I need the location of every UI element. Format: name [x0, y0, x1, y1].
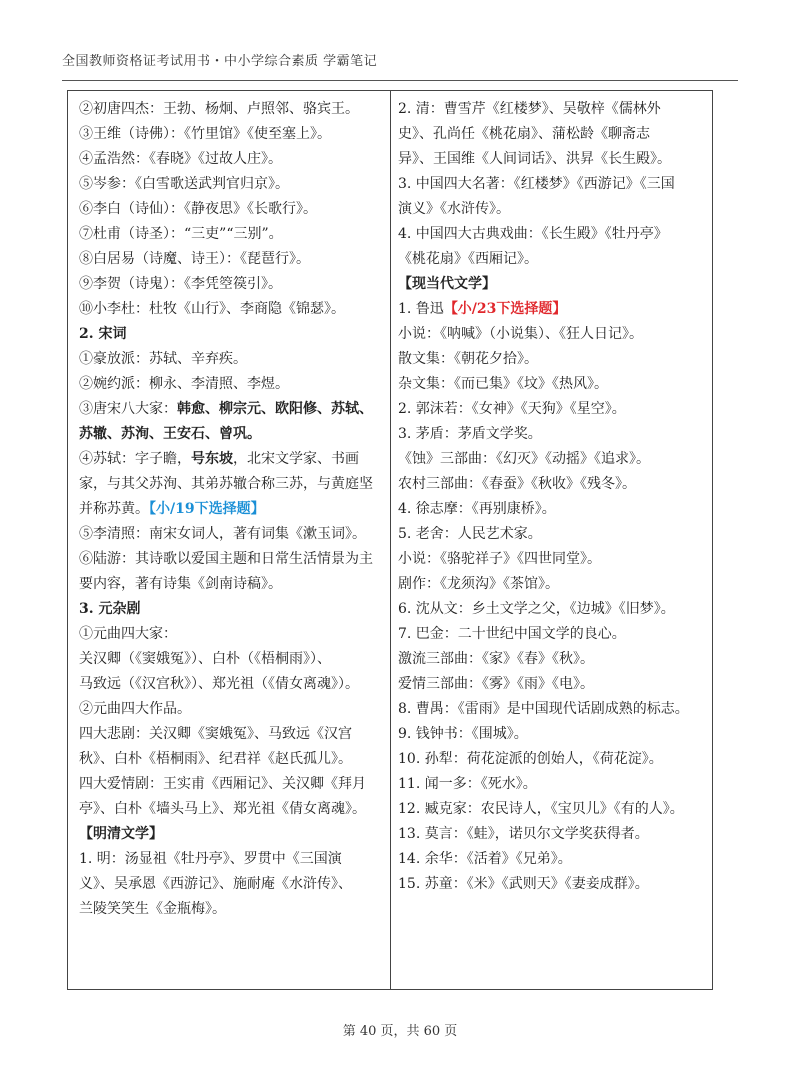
text-line: ⑥陆游：其诗歌以爱国主题和日常生活情景为主: [79, 551, 373, 567]
header-rule: [62, 80, 738, 81]
text-line: 家，与其父苏洵、其弟苏辙合称三苏，与黄庭坚: [79, 476, 373, 492]
text-line: 9. 钱钟书：《围城》。: [398, 726, 528, 742]
text-line: [79, 447, 379, 472]
text-line: 10. 孙犁：荷花淀派的创始人，《荷花淀》。: [398, 751, 663, 767]
text-line: 3. 茅盾：茅盾文学奖。: [398, 426, 542, 442]
text-line: 农村三部曲：《春蚕》《秋收》《残冬》。: [398, 476, 636, 492]
text-line: ①元曲四大家：: [79, 626, 177, 642]
text-line: 剧作：《龙须沟》《茶馆》。: [398, 576, 559, 592]
section-heading: 3. 元杂剧: [79, 601, 141, 617]
text-line: 异》、王国维《人间词话》、洪昇《长生殿》。: [398, 151, 671, 167]
exam-tag: 【小/23下选择题】: [443, 301, 567, 317]
text-line: ③王维（诗佛）：《竹里馆》《使至塞上》。: [79, 126, 331, 142]
text-line: 2. 清：曹雪芹《红楼梦》、吴敬梓《儒林外: [398, 101, 661, 117]
text-run: 1. 鲁迅: [398, 301, 444, 317]
text-line: 4. 徐志摩：《再别康桥》。: [398, 501, 556, 517]
text-line: 7. 巴金：二十世纪中国文学的良心。: [398, 626, 626, 642]
bold-text: 韩愈、柳宗元、欧阳修、苏轼、: [177, 401, 373, 417]
text-line: 小说：《呐喊》（小说集）、《狂人日记》。: [398, 326, 643, 342]
text-line: 2. 郭沫若：《女神》《天狗》《星空》。: [398, 401, 626, 417]
text-line: 马致远（《汉宫秋》）、郑光祖（《倩女离魂》）。: [79, 676, 359, 692]
text-line: 散文集：《朝花夕拾》。: [398, 351, 538, 367]
text-line: ④孟浩然：《春晓》《过故人庄》。: [79, 151, 282, 167]
text-line: 14. 余华：《活着》《兄弟》。: [398, 851, 572, 867]
text-line: 要内容，著有诗集《剑南诗稿》。: [79, 576, 282, 592]
text-line: 杂文集：《而已集》《坟》《热风》。: [398, 376, 608, 392]
text-line: 8. 曹禺：《雷雨》是中国现代话剧成熟的标志。: [398, 701, 689, 717]
text-line: 史》、孔尚任《桃花扇》、蒲松龄《聊斋志: [398, 126, 650, 142]
text-line: ⑤李清照：南宋女词人，著有词集《漱玉词》。: [79, 526, 366, 542]
text-line: 激流三部曲：《家》《春》《秋》。: [398, 651, 594, 667]
text-line: 小说：《骆驼祥子》《四世同堂》。: [398, 551, 601, 567]
left-column: [79, 97, 379, 922]
text-run: 并称苏黄。: [79, 501, 149, 517]
text-line: 爱情三部曲：《雾》《雨》《电》。: [398, 676, 594, 692]
text-line: 3. 中国四大名著：《红楼梦》《西游记》《三国: [398, 176, 675, 192]
text-line: ②初唐四杰：王勃、杨炯、卢照邻、骆宾王。: [79, 101, 359, 117]
text-line: 四大爱情剧：王实甫《西厢记》、关汉卿《拜月: [79, 776, 366, 792]
column-divider: [390, 90, 391, 990]
text-line: 四大悲剧：关汉卿《窦娥冤》、马致远《汉宫: [79, 726, 352, 742]
page-footer: 第 40 页，共 60 页: [342, 1024, 458, 1039]
text-line: ②元曲四大作品。: [79, 701, 191, 717]
section-heading: 【明清文学】: [79, 826, 163, 842]
section-heading: 2. 宋词: [79, 326, 127, 342]
page-header: 全国教师资格证考试用书・中小学综合素质 学霸笔记: [62, 54, 378, 69]
text-line: 苏辙、苏洵、王安石、曾巩。: [79, 426, 261, 442]
text-line: 兰陵笑笑生《金瓶梅》。: [79, 901, 226, 917]
text-line: 5. 老舍：人民艺术家。: [398, 526, 542, 542]
text-line: 4. 中国四大古典戏曲：《长生殿》《牡丹亭》: [398, 226, 668, 242]
text-line: ⑦杜甫（诗圣）：“三吏”“三别”。: [79, 226, 283, 242]
text-run: ④苏轼：字子瞻，: [79, 451, 191, 467]
text-line: 亭》、白朴《墙头马上》、郑光祖《倩女离魂》。: [79, 801, 366, 817]
text-line: ⑤岑参：《白雪歌送武判官归京》。: [79, 176, 289, 192]
text-line: 《桃花扇》《西厢记》。: [398, 251, 538, 267]
text-line: 1. 明：汤显祖《牡丹亭》、罗贯中《三国演: [79, 851, 342, 867]
text-line: ⑩小李杜：杜牧《山行》、李商隐《锦瑟》。: [79, 301, 345, 317]
text-run: ，北宋文学家、书画: [233, 451, 359, 467]
text-line: ⑧白居易（诗魔、诗王）：《琵琶行》。: [79, 251, 310, 267]
text-line: 秋》、白朴《梧桐雨》、纪君祥《赵氏孤儿》。: [79, 751, 352, 767]
text-line: 关汉卿（《窦娥冤》）、白朴（《梧桐雨》）、: [79, 651, 331, 667]
text-line: [398, 297, 700, 322]
exam-tag: 【小/19下选择题】: [149, 501, 265, 517]
text-line: 11. 闻一多：《死水》。: [398, 776, 537, 792]
text-line: [79, 397, 379, 422]
section-heading: 【现当代文学】: [398, 276, 496, 292]
text-line: 13. 莫言：《蛙》，诺贝尔文学奖获得者。: [398, 826, 649, 842]
text-line: 15. 苏童：《米》《武则天》《妻妾成群》。: [398, 876, 649, 892]
text-line: 12. 臧克家：农民诗人，《宝贝儿》《有的人》。: [398, 801, 684, 817]
text-line: ⑥李白（诗仙）：《静夜思》《长歌行》。: [79, 201, 317, 217]
text-line: 义》、吴承恩《西游记》、施耐庵《水浒传》、: [79, 876, 352, 892]
text-line: ①豪放派：苏轼、辛弃疾。: [79, 351, 247, 367]
bold-text: 号东坡: [191, 451, 233, 467]
text-line: [79, 497, 379, 522]
text-line: ⑨李贺（诗鬼）：《李凭箜篌引》。: [79, 276, 282, 292]
text-run: ③唐宋八大家：: [79, 401, 177, 417]
text-line: ②婉约派：柳永、李清照、李煜。: [79, 376, 289, 392]
text-line: 演义》《水浒传》。: [398, 201, 510, 217]
right-column: [398, 97, 700, 897]
text-line: 《蚀》三部曲：《幻灭》《动摇》《追求》。: [398, 451, 650, 467]
text-line: 6. 沈从文：乡土文学之父，《边城》《旧梦》。: [398, 601, 675, 617]
